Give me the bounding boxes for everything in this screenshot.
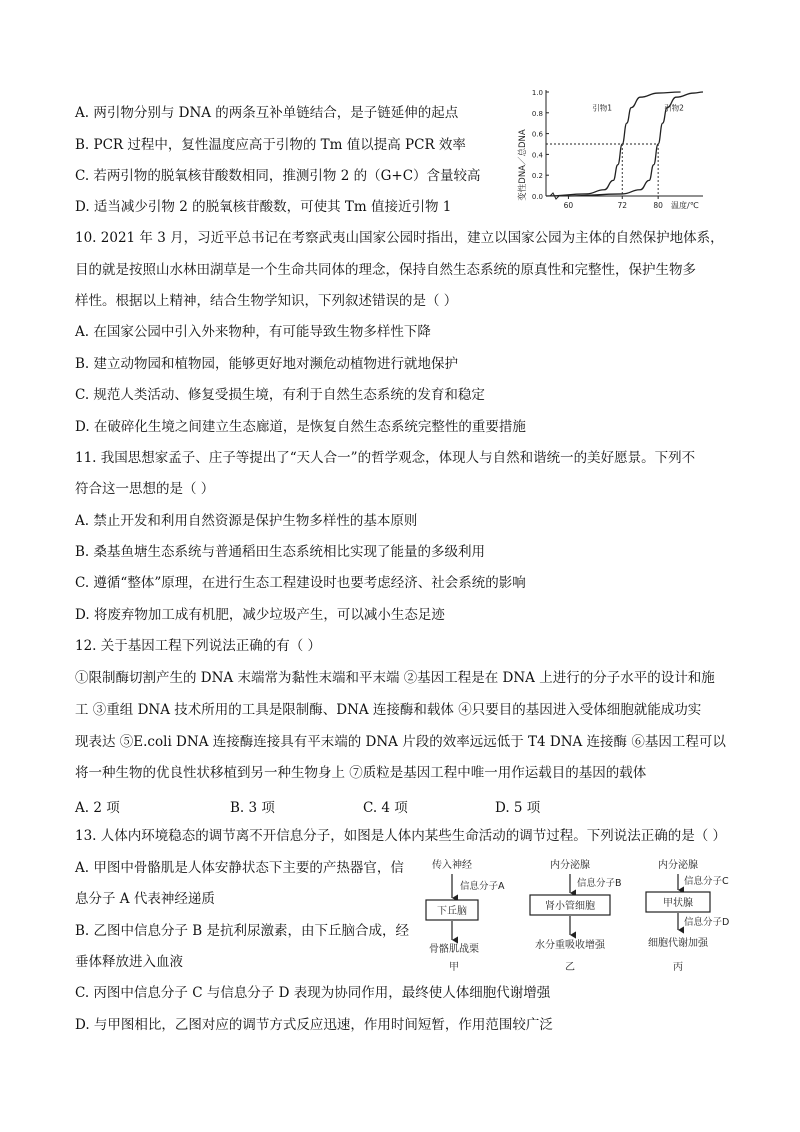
q9-option-a: A. 两引物分别与 DNA 的两条互补单链结合，是子链延伸的起点 [75, 105, 459, 121]
jia-top-label: 传入神经 [432, 860, 472, 871]
q10-option-b: B. 建立动物园和植物园，能够更好地对濒危动植物进行就地保护 [75, 356, 459, 372]
diagram-bing [646, 858, 729, 973]
yi-top-label: 内分泌腺 [550, 860, 590, 871]
q12-option-d: D. 5 项 [495, 800, 541, 816]
q9-option-c: C. 若两引物的脱氧核苷酸数相同，推测引物 2 的（G+C）含量较高 [75, 168, 481, 184]
q13-option-c: C. 丙图中信息分子 C 与信息分子 D 表现为协同作用，最终使人体细胞代谢增强 [75, 985, 551, 1001]
q12-option-a: A. 2 项 [75, 800, 120, 816]
q10-option-d: D. 在破碎化生境之间建立生态廊道，是恢复自然生态系统完整性的重要措施 [75, 419, 526, 435]
q11-option-d: D. 将废弃物加工成有机肥，减少垃圾产生，可以减小生态足迹 [75, 607, 445, 623]
q12-stem: 12. 关于基因工程下列说法正确的有（ ） [75, 638, 322, 654]
diagram-yi [530, 858, 622, 973]
y-tick-label: 0.6 [531, 130, 543, 139]
jia-box-label: 下丘脑 [437, 906, 467, 917]
q12-item-line-1: ①限制酶切割产生的 DNA 末端常为黏性末端和平末端 ②基因工程是在 DNA 上进行的分子水平的设计和施 [75, 670, 715, 686]
jia-signal-label: 信息分子A [460, 881, 505, 892]
yi-signal-label: 信息分子B [577, 878, 622, 889]
yi-bottom-label: 水分重吸收增强 [535, 940, 605, 951]
yi-box-label: 肾小管细胞 [545, 901, 595, 912]
q12-item-line-2: 工 ③重组 DNA 技术所用的工具是限制酶、DNA 连接酶和载体 ④只要目的基因进入受体细胞就能成功实 [75, 702, 702, 718]
q9-option-d: D. 适当减少引物 2 的脱氧核苷酸数，可使其 Tm 值接近引物 1 [75, 199, 452, 215]
chart-series [546, 92, 703, 196]
series-label-1: 引物1 [592, 103, 613, 113]
x-tick-label: 72 [617, 201, 628, 210]
chart-y-label: 变性DNA／总DNA [518, 129, 528, 201]
q10-option-a: A. 在国家公园中引入外来物种，有可能导致生物多样性下降 [75, 324, 431, 340]
y-tick-label: 0.0 [531, 193, 543, 201]
q12-option-c: C. 4 项 [363, 800, 408, 816]
q13-stem: 13. 人体内环境稳态的调节离不开信息分子，如图是人体内某些生命活动的调节过程。下列说法正确的是（ ） [75, 828, 727, 844]
jia-caption: 甲 [449, 962, 459, 973]
q9-option-b: B. PCR 过程中，复性温度应高于引物的 Tm 值以提高 PCR 效率 [75, 137, 466, 153]
x-tick-label: 60 [563, 201, 574, 210]
q13-option-d: D. 与甲图相比，乙图对应的调节方式反应迅速，作用时间短暂，作用范围较广泛 [75, 1017, 553, 1033]
chart-guides [546, 144, 658, 196]
y-tick-label: 0.2 [531, 172, 543, 181]
bing-box-label: 甲状腺 [663, 898, 693, 909]
q11-option-b: B. 桑基鱼塘生态系统与普通稻田生态系统相比实现了能量的多级利用 [75, 544, 486, 560]
q10-stem-1: 10. 2021 年 3 月，习近平总书记在考察武夷山国家公园时指出，建立以国家公园为主体的自然保护地体系， [75, 230, 724, 246]
chart-x-label: 温度/℃ [671, 201, 699, 210]
bing-signal-d-label: 信息分子D [684, 917, 730, 928]
y-tick-label: 0.4 [531, 151, 543, 160]
q10-stem-2: 目的就是按照山水林田湖草是一个生命共同体的理念，保持自然生态系统的原真性和完整性，保护生物多 [75, 262, 696, 278]
q10-option-c: C. 规范人类活动、修复受损生境，有利于自然生态系统的发育和稳定 [75, 387, 485, 403]
q11-option-a: A. 禁止开发和利用自然资源是保护生物多样性的基本原则 [75, 513, 418, 529]
y-tick-label: 1.0 [531, 89, 543, 97]
x-tick-label: 80 [653, 201, 663, 210]
bing-bottom-label: 细胞代谢加强 [648, 938, 708, 949]
q11-option-c: C. 遵循“整体”原理，在进行生态工程建设时也要考虑经济、社会系统的影响 [75, 575, 526, 591]
yi-caption: 乙 [565, 962, 575, 973]
bing-caption: 丙 [673, 962, 683, 973]
q12-item-line-4: 将一种生物的优良性状移植到另一种生物身上 ⑦质粒是基因工程中唯一用作运载目的基因的载体 [75, 765, 647, 781]
q13-option-b-1: B. 乙图中信息分子 B 是抗利尿激素，由下丘脑合成，经 [75, 923, 410, 939]
q13-option-a-1: A. 甲图中骨骼肌是人体安静状态下主要的产热器官，信 [75, 860, 404, 876]
jia-bottom-label: 骨骼肌战栗 [429, 944, 479, 955]
bing-signal-c-label: 信息分子C [684, 876, 729, 887]
q13-option-a-2: 息分子 A 代表神经递质 [75, 891, 215, 907]
y-tick-label: 0.8 [531, 109, 543, 118]
q12-option-b: B. 3 项 [230, 800, 275, 816]
series-label-2: 引物2 [664, 103, 684, 113]
chart-x-ticks [564, 196, 663, 210]
diagram-jia [426, 858, 505, 973]
q11-stem-2: 符合这一思想的是（ ） [75, 481, 215, 497]
regulation-diagram [420, 850, 740, 975]
denaturation-chart [508, 84, 708, 214]
q11-stem-1: 11. 我国思想家孟子、庄子等提出了“天人合一”的哲学观念，体现人与自然和谐统一的美好愿景。下列不 [75, 450, 696, 466]
q12-item-line-3: 现表达 ⑤E.coli DNA 连接酶连接具有平末端的 DNA 片段的效率远远低于 T4 DNA 连接酶 ⑥基因工程可以 [75, 734, 726, 750]
bing-top-label: 内分泌腺 [658, 860, 698, 871]
q13-option-b-2: 垂体释放进入血液 [75, 954, 183, 970]
q10-stem-3: 样性。根据以上精神，结合生物学知识，下列叙述错误的是（ ） [75, 293, 458, 309]
